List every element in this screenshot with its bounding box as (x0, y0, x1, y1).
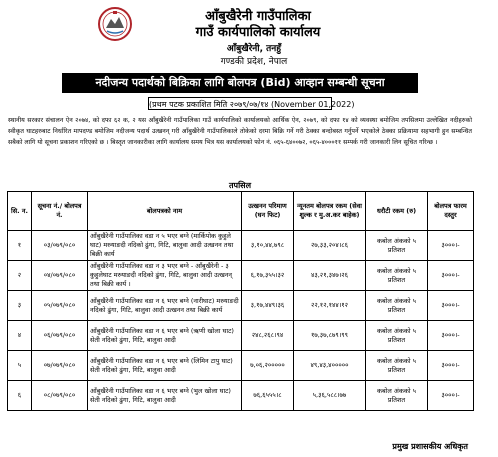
table-row (8, 231, 474, 261)
row-quantity: ७,०६,२००००० (242, 351, 294, 381)
row-bid-name: आँबुखैरेनी गाउँपालिका वडा न ६ भएर बग्ने (लिमिन टापु घाट) सेती नदिको ढुंगा, गिटि, बालुवा आदी (88, 351, 242, 381)
table-row (8, 381, 474, 411)
row-min-amount: ५,३६,५८८।७७ (294, 381, 366, 411)
row-bid-name: आँबुखैरेनी गाउँपालिका वडा न ५ भएर बग्ने (मार्किपोक कुहुले घाट) मस्र्याङदी नदिको ढुंगा, गिटि, बालुवा आदी उत्खनन तथा बिक्री कार्य (88, 231, 242, 261)
notice-intro: स्थानीय सरकार संचालन ऐन २०७४, को दफा ६२ क, २ यस आँबुखैरेनी गाउँपालिका गाउँ कार्यपालिको कार्यालयको आर्थिक ऐन, २०७९, को दफा १४ को व्यवस्था बमोजिम तपसिलमा उल्लेखित नदीहरुको स्वीकृत घाटहरुबाट निर्धारित मापदण्ड बमोजिम नदीजन्य पदार्थ उत्खनन् गरी आँबुखैरेनी गाउँपालिकाले तोकेको दरमा बिक्रि गर्ने गरी ठेक्का बन्दोबस्त गर्नुपर्ने भएकोले ठेक्का प्रक्रियामा सहभागी हुन सम्बन्धित सबैको लागि यो सूचना प्रकाशन गरिएको छ । बिस्तृत जानकारीका लागि कार्यालय समय भित्र यस कार्यालयको फोन नं. ०६५-६४००७२, ०६५-४०००११ सम्पर्क गरी जानकारी लिन सूचित गरिन्छ । (8, 117, 472, 146)
row-min-amount: १७,३७,८७९।९९ (294, 321, 366, 351)
publication-date: (प्रथम पटक प्रकाशित मिति २०७९/०७/१४ (November 01,2022) (148, 97, 332, 110)
row-form-fee: ३०००।- (428, 321, 474, 351)
header-quantity: उत्खनन परिमाण (घन फिट) (242, 192, 294, 231)
row-deposit: कबोल अंकको ५ प्रतिशत (366, 381, 428, 411)
row-form-fee: ३०००।- (428, 381, 474, 411)
annex-label: तपसिल (228, 181, 251, 190)
municipality-name: आँबुखैरेनी गाउँपालिका (205, 9, 311, 24)
table-row (8, 261, 474, 291)
row-bid-name: आँबुखैरेनी गाउँपालिका वडा न ३ भएर बग्ने - आँबुखैरेनी - ३ कुहुलेघाट मस्र्याङदी नदिको ढुंगा, गिटि, बालुवा आदी उत्खनन् तथा बिक्री कार्य । (88, 261, 242, 291)
row-sn: १ (8, 231, 32, 261)
row-notice-no: ०८/०७९/०८० (32, 381, 88, 411)
row-notice-no: ०३/०७९/०८० (32, 231, 88, 261)
header-sn: सि. न. (8, 192, 32, 231)
row-quantity: २४८,२६८।९४ (242, 321, 294, 351)
row-bid-name: आँबुखैरेनी गाउँपालिका वडा न ६ भएर बग्ने (भुल खोला घाट) सेती नदिको ढुंगा, गिटि, बालुवा आदी (88, 381, 242, 411)
row-notice-no: ०७/०७९/०८० (32, 351, 88, 381)
row-bid-name: आँबुखैरेनी गाउँपालिका वडा न ६ भएर बग्ने (नारीघाट) मस्र्याङदी नदिको ढुंगा, गिटि, बालुवा आदी उत्खनन तथा बिक्री कार्य (88, 291, 242, 321)
bid-table (7, 191, 474, 411)
row-deposit: कबोल अंकको ५ प्रतिशत (366, 231, 428, 261)
table-row (8, 321, 474, 351)
header-notice-no: सूचना नं./ बोलपत्र नं. (32, 192, 88, 231)
row-sn: ५ (8, 351, 32, 381)
row-quantity: ७६,६५५५।८ (242, 381, 294, 411)
header-form-fee: बोलपत्र फारम दस्तुर (428, 192, 474, 231)
row-min-amount: ४३,२१,३४७।२६ (294, 261, 366, 291)
row-notice-no: ०४/०७९/०८० (32, 261, 88, 291)
table-header-row (8, 192, 474, 231)
province-name: गण्डकी प्रदेश, नेपाल (220, 57, 288, 67)
row-bid-name: आँबुखैरेनी गाउँपालिका वडा न ६ भएर बग्ने (ऋणी खोला घाट) सेती नदिको ढुंगा, गिटि, बालुवा आदी (88, 321, 242, 351)
row-deposit: कबोल अंकको ५ प्रतिशत (366, 321, 428, 351)
row-deposit: कबोल अंकको ५ प्रतिशत (366, 261, 428, 291)
row-notice-no: ०६/०७९/०८० (32, 321, 88, 351)
table-row (8, 351, 474, 381)
row-sn: ३ (8, 291, 32, 321)
row-sn: ६ (8, 381, 32, 411)
row-min-amount: ४९,४३,४००००० (294, 351, 366, 381)
header-deposit: धरौटी रकम (रु) (366, 192, 428, 231)
row-min-amount: २७,३३,२०४।८६ (294, 231, 366, 261)
header-min-amount: न्यूनतम बोलपत्र रकम (सेवा शुल्क र मु.अ.कर बाहेक) (294, 192, 366, 231)
row-quantity: ३,१७,४४९।३६ (242, 291, 294, 321)
table-row (8, 291, 474, 321)
row-quantity: ६,१७,३५५।३२ (242, 261, 294, 291)
row-form-fee: ३०००।- (428, 261, 474, 291)
row-notice-no: ०५/०७९/०८० (32, 291, 88, 321)
office-name: गाउँ कार्यपालिको कार्यालय (195, 25, 321, 40)
notice-title: नदीजन्य पदार्थको बिक्रिका लागि बोलपत्र (Bid) आव्हान सम्बन्धी सूचना (62, 73, 418, 93)
row-form-fee: ३०००।- (428, 351, 474, 381)
header-bid-name: बोलपत्रको नाम (88, 192, 242, 231)
row-sn: ४ (8, 321, 32, 351)
row-min-amount: २२,१२,१४४।१२ (294, 291, 366, 321)
row-form-fee: ३०००।- (428, 291, 474, 321)
row-quantity: ३,१०,४४,७९८ (242, 231, 294, 261)
row-sn: २ (8, 261, 32, 291)
office-location: आँबुखैरेनी, तनहुँ (226, 44, 282, 54)
row-deposit: कबोल अंकको ५ प्रतिशत (366, 291, 428, 321)
row-form-fee: ३०००।- (428, 231, 474, 261)
row-deposit: कबोल अंकको ५ प्रतिशत (366, 351, 428, 381)
signatory-title: प्रमुख प्रशासकीय अधिकृत (392, 442, 468, 451)
